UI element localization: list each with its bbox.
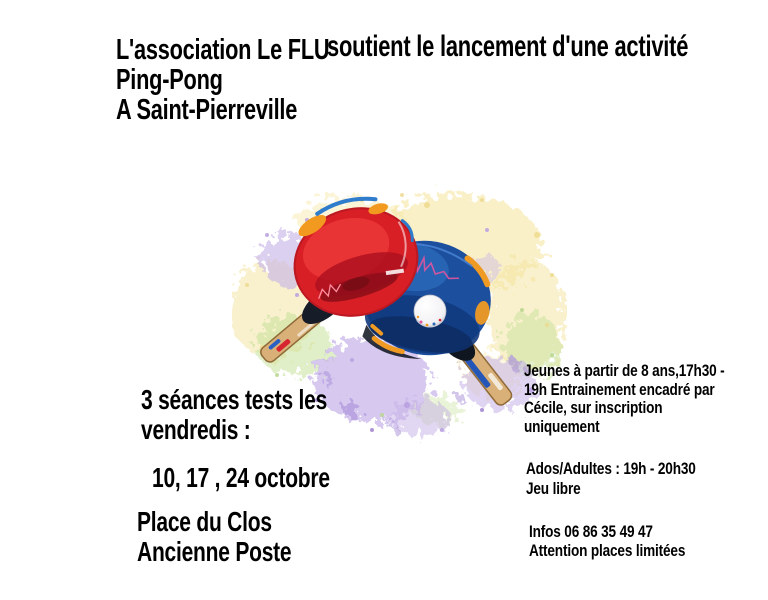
youth-schedule-text bbox=[524, 362, 724, 436]
location-text bbox=[137, 507, 291, 567]
adults-schedule-text bbox=[526, 459, 696, 499]
ping-pong-ball bbox=[414, 295, 446, 327]
sessions-text bbox=[141, 385, 327, 445]
association-line-3: A Saint-Pierreville bbox=[116, 94, 298, 126]
contact-text bbox=[529, 522, 685, 560]
adults-line-1: Ados/Adultes : 19h - 20h30 bbox=[526, 459, 696, 478]
youth-line-3: Cécile, sur inscription bbox=[524, 398, 663, 417]
location-line-2: Ancienne Poste bbox=[137, 536, 292, 567]
youth-line-1: Jeunes à partir de 8 ans,17h30 - bbox=[524, 361, 725, 380]
contact-line-2: Attention places limitées bbox=[529, 541, 686, 560]
tagline: soutient le lancement d'une activité bbox=[327, 30, 689, 63]
dates-text: 10, 17 , 24 octobre bbox=[152, 462, 330, 493]
association-line-2: Ping-Pong bbox=[116, 64, 223, 96]
youth-line-2: 19h Entrainement encadré par bbox=[524, 379, 715, 399]
location-line-1: Place du Clos bbox=[137, 506, 272, 537]
association-line-1: L'association Le FLU bbox=[116, 34, 330, 66]
sessions-line-1: 3 séances tests les bbox=[141, 384, 328, 415]
association-title bbox=[116, 35, 329, 125]
youth-line-4: uniquement bbox=[524, 416, 600, 436]
contact-line-1: Infos 06 86 35 49 47 bbox=[529, 522, 653, 541]
sessions-line-2: vendredis : bbox=[141, 414, 251, 445]
adults-line-2: Jeu libre bbox=[526, 479, 581, 498]
